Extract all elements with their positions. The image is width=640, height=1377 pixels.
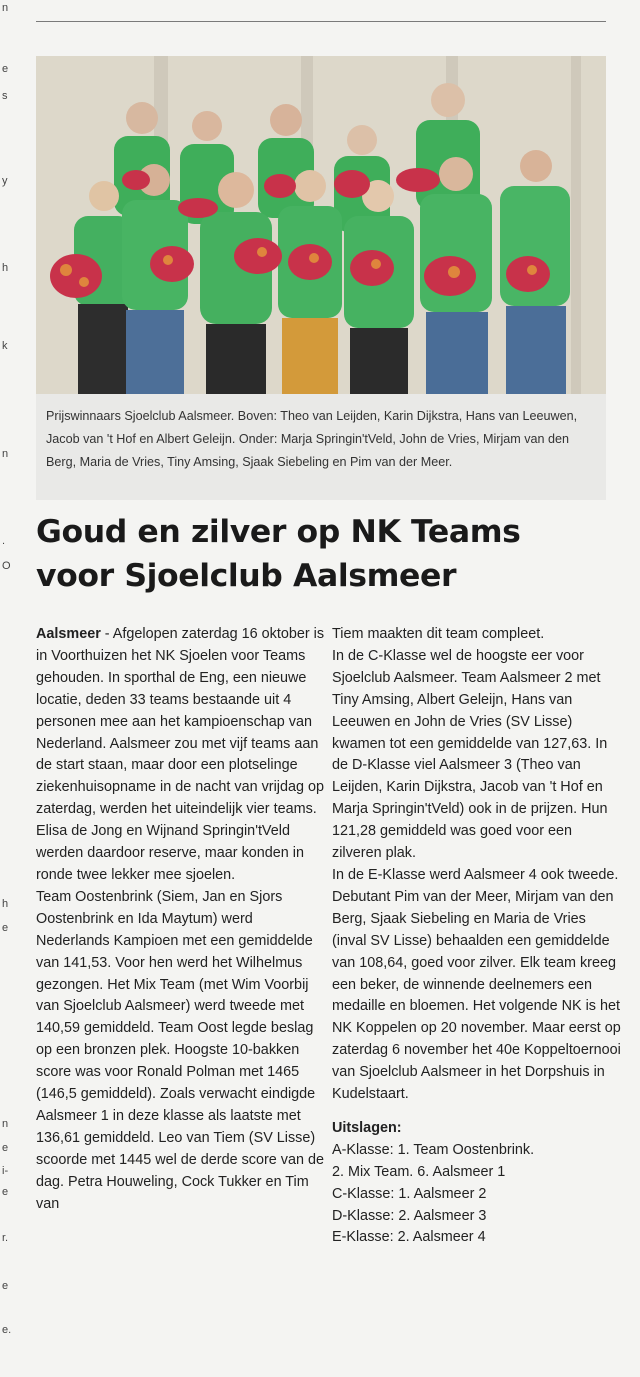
- group-photo-image: [36, 56, 606, 394]
- fragment: e: [2, 922, 9, 934]
- fragment: h: [2, 262, 9, 274]
- dateline: Aalsmeer: [36, 626, 101, 642]
- fragment: r.: [2, 1232, 9, 1244]
- fragment: .: [2, 535, 6, 547]
- fragment: y: [2, 175, 8, 187]
- fragment: n: [2, 448, 9, 460]
- fragment: i-: [2, 1165, 9, 1177]
- article-paragraph: Team Oostenbrink (Siem, Jan en Sjors Oostenbrink en Ida Maytum) werd Nederlands Kampioen met een gemiddelde van 141,53. Voor hen werd het Wilhelmus gezongen. Het Mix Team (met Wim Voorbij van Sjoelclub Aalsmeer) werd tweede met 140,59 gemiddeld. Team Oost legde beslag op een bronzen plek. Hoogste 10-bakken score was voor Ronald Polman met 1465 (146,5 gemiddeld). Zoals verwacht eindigde Aalsmeer 1 in deze klasse als laatste met 136,61 gemiddeld. Leo van Tiem (SV Lisse) scoorde met 1445 wel de derde score van de dag. Petra Houweling, Cock Tukker en Tim van: [36, 888, 324, 1212]
- fragment: h: [2, 898, 9, 910]
- result-line: A-Klasse: 1. Team Oostenbrink.: [332, 1141, 535, 1158]
- results-block: [332, 1118, 622, 1249]
- headline-line-1: Goud en zilver op NK Teams: [36, 514, 521, 550]
- fragment: s: [2, 90, 8, 102]
- fragment: e: [2, 1280, 9, 1292]
- result-line: D-Klasse: 2. Aalsmeer 3: [332, 1207, 487, 1224]
- fragment: e: [2, 1142, 9, 1154]
- result-line: 2. Mix Team. 6. Aalsmeer 1: [332, 1163, 506, 1180]
- fragment: O: [2, 560, 11, 572]
- fragment: e: [2, 63, 9, 75]
- top-divider: [36, 21, 606, 22]
- fragment: n: [2, 1118, 9, 1130]
- article-paragraph: In de E-Klasse werd Aalsmeer 4 ook tweede. Debutant Pim van der Meer, Mirjam van den Berg, Sjaak Siebeling en Maria de Vries (inval SV Lisse) behaalden een gemiddelde van 108,64, goed voor zilver. Elk team kreeg een beker, de winnende deelnemers een medaille en bloemen. Het volgende NK is het NK Koppelen op 20 november. Maar eerst op zaterdag 6 november het 40e Koppeltoernooi van Sjoelclub Aalsmeer in het Dorpshuis in Kudelstaart.: [332, 866, 621, 1103]
- group-photo-illustration: [36, 56, 606, 394]
- headline-line-2: voor Sjoelclub Aalsmeer: [36, 558, 457, 594]
- result-line: C-Klasse: 1. Aalsmeer 2: [332, 1185, 487, 1202]
- article-paragraph: In de C-Klasse wel de hoogste eer voor Sjoelclub Aalsmeer. Team Aalsmeer 2 met Tiny Amsing, Albert Geleijn, Hans van Leeuwen en John de Vries (SV Lisse) kwamen tot een gemiddelde van 127,63. In de D-Klasse viel Aalsmeer 3 (Theo van Leijden, Karin Dijkstra, Jacob van 't Hof en Marja Springin'tVeld) ook in de prijzen. Hun 121,28 gemiddeld was goed voor een zilveren plak.: [332, 647, 608, 862]
- article-paragraph: Tiem maakten dit team compleet.: [332, 626, 545, 642]
- article-column-1: [36, 624, 326, 1215]
- fragment: n: [2, 2, 9, 14]
- results-title: Uitslagen:: [332, 1119, 402, 1136]
- fragment: e.: [2, 1324, 12, 1336]
- article-column-2: [332, 624, 622, 1249]
- result-line: E-Klasse: 2. Aalsmeer 4: [332, 1229, 486, 1246]
- fragment: e: [2, 1186, 9, 1198]
- paragraph-text: - Afgelopen zaterdag 16 oktober is in Voorthuizen het NK Sjoelen voor Teams gehouden. In sporthal de Eng, een nieuwe locatie, deden 33 teams bestaande uit 4 personen mee aan het kampioenschap van Nederland. Aalsmeer zou met vijf teams aan de start staan, maar door een plotselinge ziekenhuisopname in de nacht van vrijdag op zaterdag, werden het uiteindelijk vier teams. Elisa de Jong en Wijnand Springin'tVeld werden daardoor reserve, maar konden in ronde twee lekker mee sjoelen.: [36, 626, 325, 883]
- article-paragraph: [36, 624, 326, 887]
- adjacent-column-fragments: [0, 0, 14, 1377]
- article-headline: [36, 510, 616, 598]
- fragment: k: [2, 340, 8, 352]
- photo-caption: Prijswinnaars Sjoelclub Aalsmeer. Boven: Theo van Leijden, Karin Dijkstra, Hans van Leeuwen, Jacob van 't Hof en Albert Geleijn. Onder: Marja Springin'tVeld, John de Vries, Mirjam van den Berg, Maria de Vries, Tiny Amsing, Sjaak Siebeling en Pim van der Meer.: [36, 394, 606, 500]
